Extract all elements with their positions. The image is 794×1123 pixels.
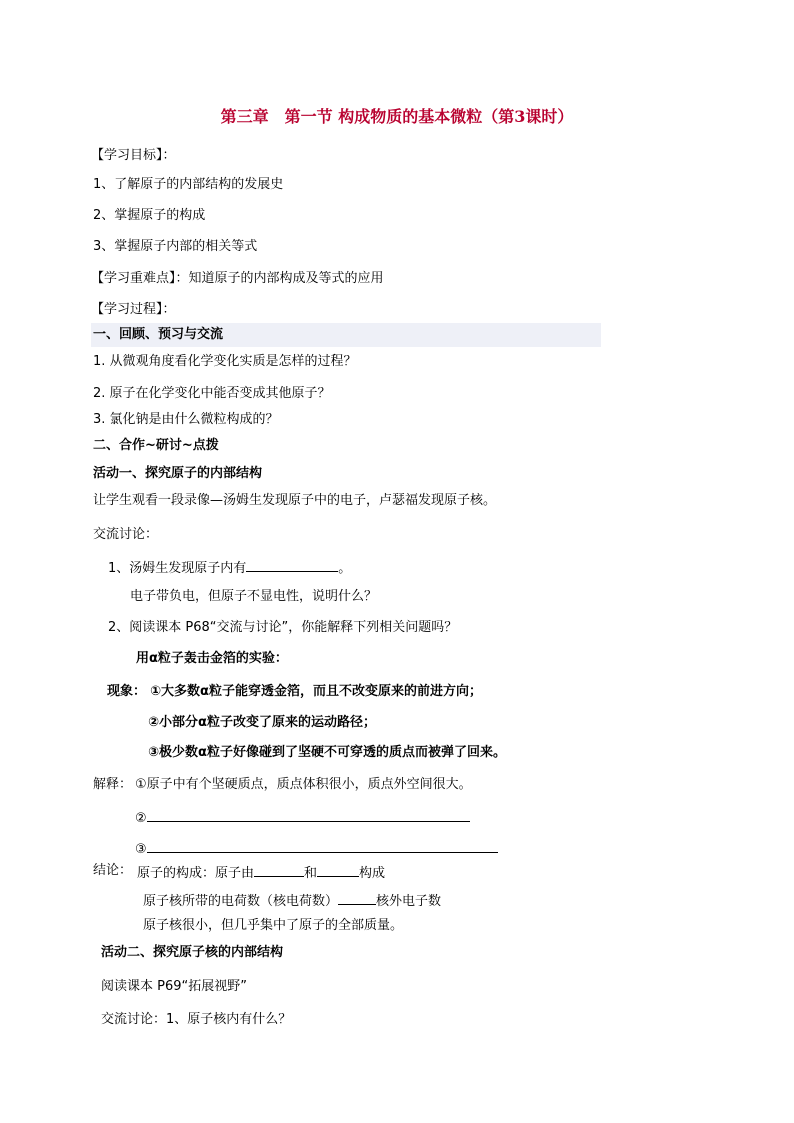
explain-item-2 <box>135 807 470 828</box>
activity2-read: 阅读课本 P69“拓展视野” <box>101 979 247 994</box>
goal-item: 2、掌握原子的构成 <box>93 208 206 223</box>
section2-heading: 二、合作~研讨~点拨 <box>93 438 219 453</box>
goal-item: 1、了解原子的内部结构的发展史 <box>93 177 284 192</box>
discussion-item-2: 2、阅读课本 P68“交流与讨论”，你能解释下列相关问题吗？ <box>108 620 458 635</box>
explain-label: 解释： <box>93 777 133 792</box>
conclusion-text: 原子的构成：原子由 <box>137 866 255 881</box>
conclusion-line-2 <box>143 890 441 911</box>
conclusion-line-1 <box>137 862 385 883</box>
conclusion-text: 构成 <box>359 866 386 881</box>
activity2-heading: 活动二、探究原子核的内部结构 <box>101 945 284 960</box>
explain-item: ①原子中有个坚硬质点，质点体积很小，质点外空间很大。 <box>135 777 472 792</box>
section1-heading: 一、回顾、预习与交流 <box>93 327 224 342</box>
question-item: 3. 氯化钠是由什么微粒构成的？ <box>93 412 279 427</box>
phenomenon-label: 现象： <box>107 684 147 699</box>
activity1-intro: 让学生观看一段录像—汤姆生发现原子中的电子，卢瑟福发现原子核。 <box>93 493 497 508</box>
answer-blank <box>246 557 338 572</box>
page-title: 第三章 第一节 构成物质的基本微粒（第3课时） <box>220 107 574 126</box>
process-heading: 【学习过程】： <box>91 302 176 317</box>
phenomenon-item: ②小部分α粒子改变了原来的运动路径； <box>148 715 376 730</box>
discussion-label: 交流讨论： <box>93 527 159 542</box>
phenomenon-item: ③极少数α粒子好像碰到了坚硬不可穿透的质点而被弹了回来。 <box>148 745 506 760</box>
question-item: 2. 原子在化学变化中能否变成其他原子？ <box>93 386 331 401</box>
activity1-heading: 活动一、探究原子的内部结构 <box>93 466 263 481</box>
answer-blank <box>147 838 498 853</box>
question-item: 1. 从微观角度看化学变化实质是怎样的过程？ <box>93 354 357 369</box>
phenomenon-item: ①大多数α粒子能穿透金箔，而且不改变原来的前进方向； <box>150 684 482 699</box>
experiment-title: 用α粒子轰击金箔的实验： <box>136 651 288 666</box>
conclusion-line-3: 原子核很小，但几乎集中了原子的全部质量。 <box>143 918 404 933</box>
activity2-discussion: 交流讨论：1、原子核内有什么？ <box>101 1012 292 1027</box>
key-points: 【学习重难点】：知道原子的内部构成及等式的应用 <box>91 271 384 286</box>
goal-item: 3、掌握原子内部的相关等式 <box>93 239 258 254</box>
answer-blank <box>147 807 470 822</box>
explain-item-3 <box>135 838 498 859</box>
answer-blank <box>254 862 304 877</box>
conclusion-label: 结论： <box>93 863 133 878</box>
goals-heading: 【学习目标】： <box>91 148 176 163</box>
item1-sub: 电子带负电，但原子不显电性，说明什么？ <box>130 589 378 604</box>
discussion-item-1 <box>108 557 351 578</box>
conclusion-text: 原子核所带的电荷数（核电荷数） <box>143 894 339 909</box>
item1-end: 。 <box>338 561 352 576</box>
conclusion-text: 核外电子数 <box>376 894 442 909</box>
explain3-marker: ③ <box>135 842 147 857</box>
item1-text: 1、汤姆生发现原子内有 <box>108 561 247 576</box>
conclusion-text: 和 <box>304 866 318 881</box>
answer-blank <box>317 862 359 877</box>
answer-blank <box>338 890 376 905</box>
explain2-marker: ② <box>135 811 147 826</box>
